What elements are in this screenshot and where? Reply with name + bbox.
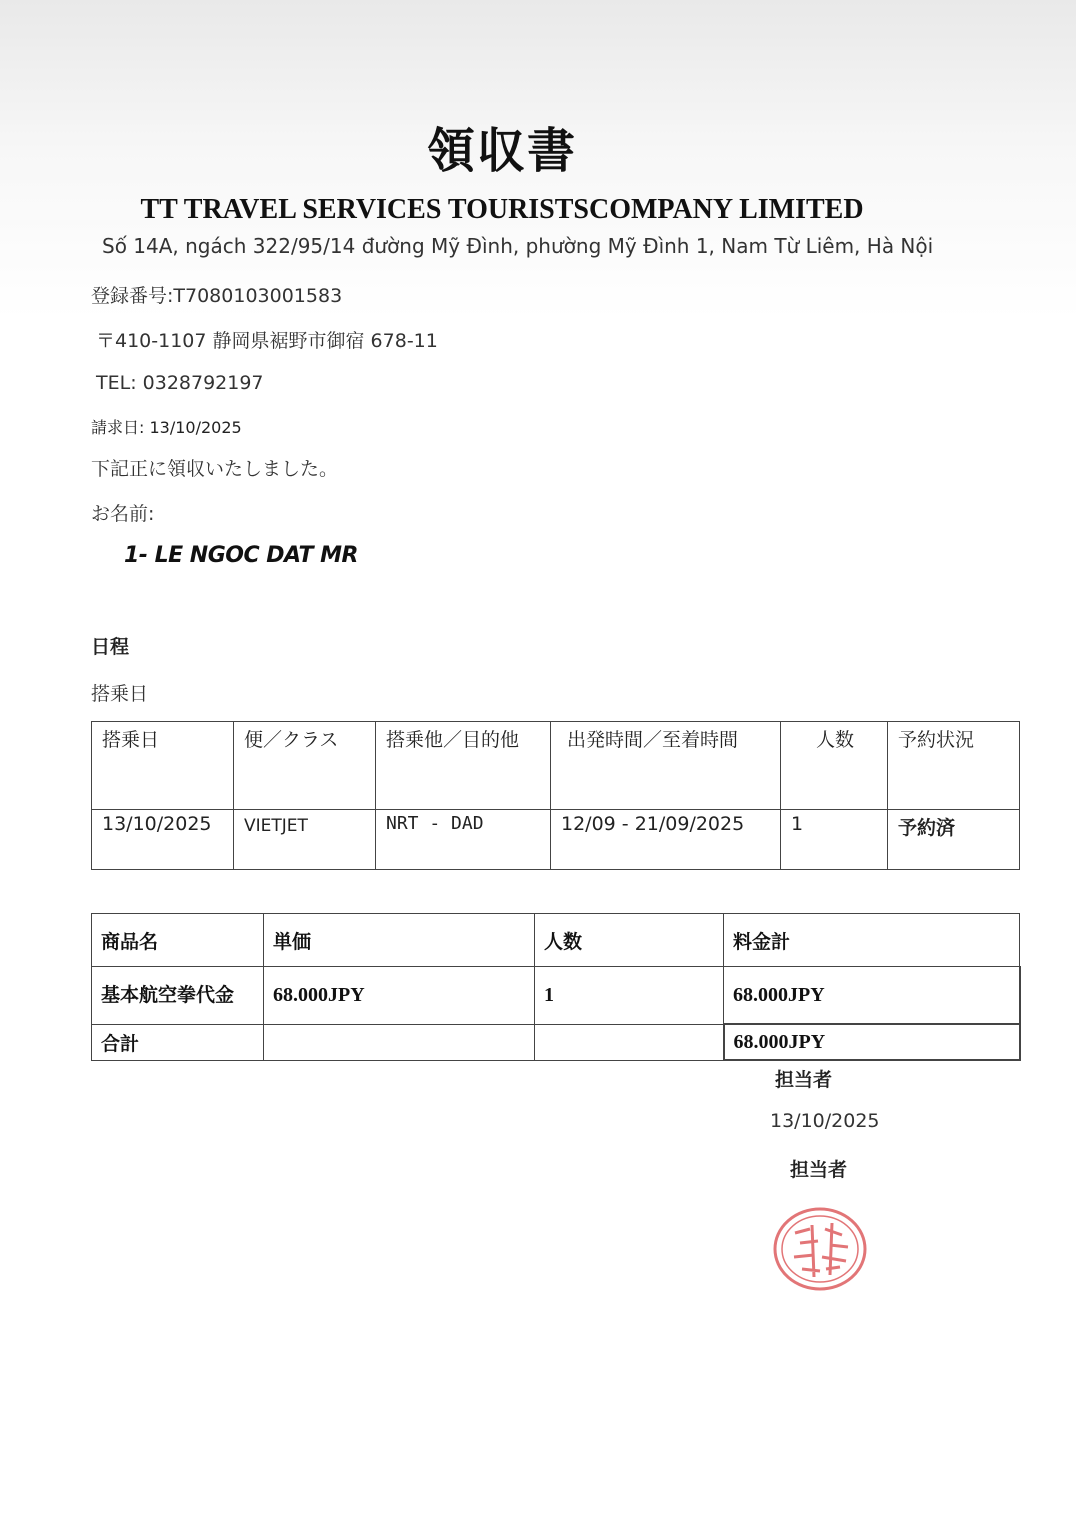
cell-route: NRT - DAD <box>376 810 551 870</box>
itinerary-table <box>91 721 1020 870</box>
company-name: TT TRAVEL SERVICES TOURISTSCOMPANY LIMITED <box>140 194 864 225</box>
received-note: 下記正に領収いたしました。 <box>91 458 339 480</box>
header-flight-class: 便／クラス <box>234 722 376 810</box>
cell-flight: VIETJET <box>234 810 376 870</box>
header-status: 予約状況 <box>888 722 1020 810</box>
company-address: Số 14A, ngách 322/95/14 đường Mỹ Đình, phường Mỹ Đình 1, Nam Từ Liêm, Hà Nội <box>102 234 934 258</box>
schedule-heading: 日程 <box>91 636 130 658</box>
header-pax: 人数 <box>781 722 888 810</box>
total-label: 合計 <box>92 1024 264 1060</box>
total-amount: 68.000JPY <box>724 1024 1020 1060</box>
registration-number: 登録番号:T7080103001583 <box>91 285 343 307</box>
cell-product: 基本航空拳代金 <box>92 967 264 1025</box>
postal-address: 〒410-1107 静岡県裾野市御宿 678-11 <box>96 330 438 352</box>
company-seal-stamp <box>770 1205 870 1293</box>
cell-quantity: 1 <box>535 967 724 1025</box>
cell-status: 予約済 <box>888 810 1020 870</box>
header-product: 商品名 <box>92 914 264 967</box>
cell-times: 12/09 - 21/09/2025 <box>551 810 781 870</box>
person-in-charge-label: 担当者 <box>775 1069 833 1091</box>
header-boarding-date: 搭乗日 <box>92 722 234 810</box>
header-quantity: 人数 <box>535 914 724 967</box>
cell-unit-price: 68.000JPY <box>264 967 535 1025</box>
total-empty-1 <box>264 1024 535 1060</box>
person-in-charge-label-2: 担当者 <box>790 1159 848 1181</box>
total-empty-2 <box>535 1024 724 1060</box>
telephone: TEL: 0328792197 <box>96 372 264 394</box>
itinerary-row <box>92 810 1020 870</box>
pricing-header-row <box>92 914 1020 967</box>
cell-boarding-date: 13/10/2025 <box>92 810 234 870</box>
header-route: 搭乗他／目的他 <box>376 722 551 810</box>
name-label: お名前: <box>91 503 155 525</box>
pricing-total-row <box>92 1024 1020 1060</box>
header-amount: 料金計 <box>724 914 1020 967</box>
boarding-label: 搭乗日 <box>91 683 149 705</box>
signature-date: 13/10/2025 <box>770 1110 880 1132</box>
document-title: 領収書 <box>426 123 577 179</box>
header-unit-price: 単価 <box>264 914 535 967</box>
cell-pax: 1 <box>781 810 888 870</box>
billing-date: 請求日: 13/10/2025 <box>91 418 242 437</box>
pricing-row <box>92 967 1020 1025</box>
itinerary-header-row <box>92 722 1020 810</box>
cell-amount: 68.000JPY <box>724 967 1020 1025</box>
header-times: 出発時間／至着時間 <box>551 722 781 810</box>
pricing-table <box>91 913 1021 1061</box>
customer-name: 1- LE NGOC DAT MR <box>124 543 358 568</box>
